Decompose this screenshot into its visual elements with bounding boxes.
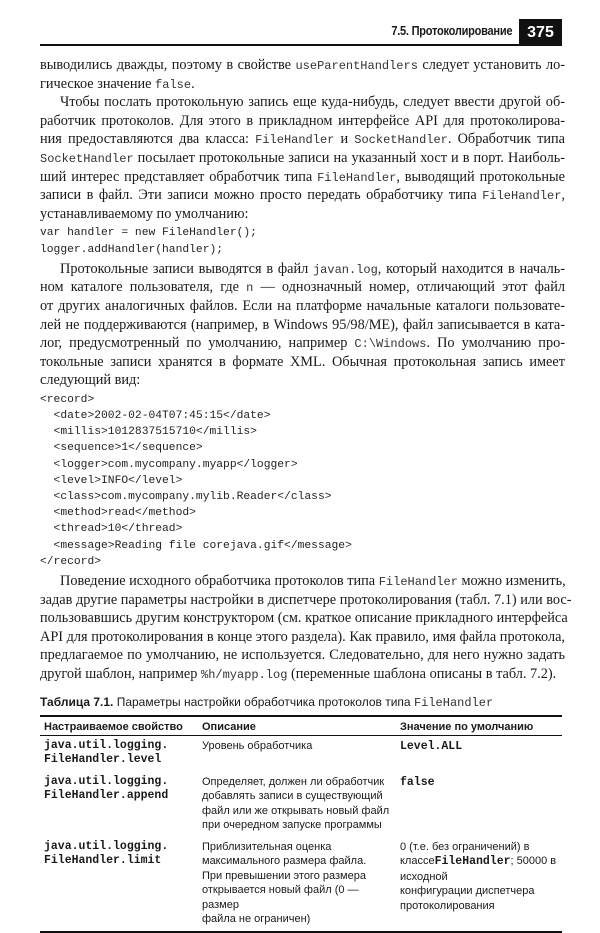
text-line: [40, 168, 565, 187]
inline-code: FileHandler: [378, 574, 458, 589]
text-run: пользовавшись другим конструктором (см. краткое описание прикладного интерфейса: [40, 610, 568, 627]
inline-code: FileHandler: [317, 170, 397, 185]
property-name-part: FileHandler.level: [44, 753, 162, 766]
text-run: от других аналогичных файлов. Если на платформе начальные каталоги пользовате-: [40, 297, 565, 314]
default-value-cell: [396, 837, 562, 932]
column-header-default: Значение по умолчанию: [396, 716, 562, 736]
property-cell: [40, 772, 198, 837]
text-flow: [40, 56, 572, 684]
code-line: <method>read</method>: [40, 507, 196, 520]
text-line: [40, 278, 565, 297]
description-line: Приблизительная оценка: [202, 840, 332, 853]
text-line: [40, 93, 565, 112]
text-run: выводились дважды, поэтому в свойстве: [40, 57, 296, 73]
description-line: При превышении этого размера: [202, 869, 366, 882]
text-line: [40, 628, 565, 647]
inline-code: SocketHandler: [40, 151, 134, 166]
code-line: logger.addHandler(handler);: [40, 243, 224, 256]
text-run: ном каталоге пользователя, где: [40, 279, 247, 296]
default-value-cell: [396, 772, 562, 837]
default-value-code: Level.ALL: [400, 739, 463, 753]
text-line: [40, 260, 565, 279]
text-run: (переменные шаблона описаны в табл. 7.2).: [287, 665, 557, 682]
column-header-property: Настраиваемое свойство: [40, 716, 198, 736]
table-caption: [40, 694, 565, 710]
paragraph: [40, 93, 565, 223]
text-run: лог, предусмотренный по умолчанию, например: [40, 335, 355, 352]
description-line: максимального размера файла.: [202, 855, 367, 867]
text-run: работчик протоколов. Для этого в прикладном интерфейсе API для протоколирова-: [40, 112, 565, 129]
text-run: , выводящий протокольные: [396, 168, 565, 185]
text-run: можно изменить,: [457, 572, 566, 589]
text-run: гическое значение: [40, 75, 156, 92]
description-cell: [198, 772, 396, 837]
inline-code: FileHandler: [255, 133, 335, 148]
default-value-cell: [396, 735, 562, 772]
code-line: <level>INFO</level>: [40, 474, 183, 487]
column-header-description: Описание: [198, 716, 396, 736]
description-cell: [198, 735, 396, 772]
description-line: файла не ограничен): [202, 913, 311, 925]
description-cell: [198, 837, 396, 932]
property-name-part: FileHandler.limit: [44, 854, 162, 867]
text-line: [40, 609, 568, 628]
property-cell: [40, 735, 198, 772]
code-block: [40, 390, 565, 572]
inline-code: javan.log: [312, 262, 378, 277]
inline-code: n: [246, 281, 254, 296]
description-line: файл или же открывать новый файл: [202, 804, 390, 817]
text-run: устанавливаемому по умолчанию:: [40, 205, 249, 222]
text-line: [40, 205, 565, 224]
text-line: [40, 130, 565, 149]
table-row: [40, 735, 562, 772]
code-line: var handler = new FileHandler();: [40, 227, 257, 240]
text-line: [40, 334, 565, 353]
text-line: [40, 353, 565, 372]
table-header-row: [40, 716, 562, 736]
description-line: добавлять записи в существующий: [202, 790, 383, 802]
table-caption-text: Параметры настройки обработчика протоколов типа: [113, 694, 414, 709]
default-value-text: ; 50000 в исходной: [400, 855, 557, 883]
text-run: предлагаемое по умолчанию, не используется. Следовательно, для него нужно задать: [40, 647, 565, 664]
text-run: ния предоставляются два класса:: [40, 131, 256, 148]
text-run: задав другие параметры настройки в диспетчере протоколирования (табл. 7.1) или вос-: [40, 591, 572, 608]
inline-code: FileHandler: [482, 189, 562, 204]
code-line: <logger>com.mycompany.myapp</logger>: [40, 458, 298, 471]
description-line: при очередном запуске программы: [202, 819, 382, 831]
description-line: Уровень обработчика: [202, 739, 313, 752]
header-rule: [40, 44, 562, 46]
text-run: . По умолчанию про-: [426, 335, 565, 352]
text-run: Поведение исходного обработчика протоколов типа: [60, 572, 379, 589]
code-line: <date>2002-02-04T07:45:15</date>: [40, 410, 271, 423]
text-line: [40, 297, 565, 316]
code-line: <message>Reading file corejava.gif</message>: [40, 539, 352, 552]
settings-table: [40, 715, 562, 933]
page-body: [40, 56, 572, 933]
paragraph: [40, 56, 565, 93]
section-title: 7.5. Протоколирование: [391, 23, 512, 38]
table-caption-label: Таблица 7.1.: [40, 694, 114, 709]
text-line: [40, 646, 565, 665]
text-run: ший интерес представляет обработчик типа: [40, 168, 318, 185]
text-run: посылает протокольные записи на указанный хост и в порт. Наиболь-: [133, 149, 565, 166]
table-row: [40, 772, 562, 837]
text-line: [40, 186, 565, 205]
text-run: и: [334, 131, 355, 148]
text-run: другой шаблон, например: [40, 665, 201, 682]
text-run: . Обработчик типа: [447, 131, 565, 148]
text-line: [40, 56, 565, 75]
text-line: [40, 149, 565, 168]
text-run: Чтобы послать протокольную запись еще куда-нибудь, следует ввести другой об-: [60, 94, 565, 111]
code-line: <sequence>1</sequence>: [40, 442, 203, 455]
text-line: [40, 371, 565, 390]
property-name-part: java.util.logging.: [44, 738, 169, 752]
text-run: ,: [561, 187, 565, 204]
text-run: лей не поддерживаются (например, в Windows 95/98/ME), файл записывается в ката-: [40, 316, 565, 333]
property-cell: [40, 837, 198, 932]
code-line: <thread>10</thread>: [40, 523, 183, 536]
default-value-text: конфигурации диспетчера: [400, 885, 535, 897]
property-name-part: java.util.logging.: [44, 774, 169, 788]
text-line: [40, 75, 565, 94]
code-line: <millis>1012837515710</millis>: [40, 426, 257, 439]
text-run: следует установить ло-: [417, 57, 565, 73]
table-row: [40, 837, 562, 932]
description-line: Определяет, должен ли обработчик: [202, 775, 385, 788]
text-line: [40, 591, 572, 610]
page-number: 375: [519, 19, 562, 46]
default-value-code: false: [400, 775, 435, 789]
description-line: открывается новый файл (0 — размер: [202, 884, 359, 911]
default-value-text: 0 (т.е. без ограничений) в классе: [400, 840, 530, 867]
inline-code: %h/myapp.log: [201, 667, 288, 682]
inline-code: C:\Windows: [354, 337, 427, 352]
default-value-text: протоколирования: [400, 899, 495, 912]
text-run: следующий вид:: [40, 372, 141, 389]
inline-code: useParentHandlers: [295, 59, 418, 73]
text-line: [40, 316, 565, 335]
text-run: записи в файл. Эти записи можно просто передать обработчику типа: [40, 187, 483, 204]
text-run: API для протоколирования в конце этого раздела). Как правило, имя файла протокола,: [40, 628, 565, 645]
text-run: токольные записи хранятся в формате XML. Обычная протокольная запись имеет: [40, 353, 565, 370]
code-line: <record>: [40, 393, 95, 406]
text-run: , который находится в началь-: [377, 260, 565, 277]
default-value-code: FileHandler: [434, 855, 511, 868]
property-name-part: java.util.logging.: [44, 839, 169, 853]
text-line: [40, 665, 565, 684]
text-line: [40, 112, 565, 131]
inline-code: false: [155, 77, 192, 92]
paragraph: [40, 572, 572, 684]
inline-code: SocketHandler: [354, 133, 448, 148]
text-line: [40, 572, 565, 591]
text-run: .: [191, 75, 195, 92]
property-name-part: FileHandler.append: [44, 789, 169, 802]
table-caption-code: FileHandler: [413, 695, 494, 710]
code-block: [40, 223, 565, 259]
code-line: <class>com.mycompany.mylib.Reader</class>: [40, 491, 332, 503]
paragraph: [40, 260, 565, 390]
text-run: — однозначный номер, отличающий этот файл: [253, 279, 565, 296]
text-run: Протокольные записи выводятся в файл: [60, 260, 313, 277]
code-line: </record>: [40, 555, 102, 568]
